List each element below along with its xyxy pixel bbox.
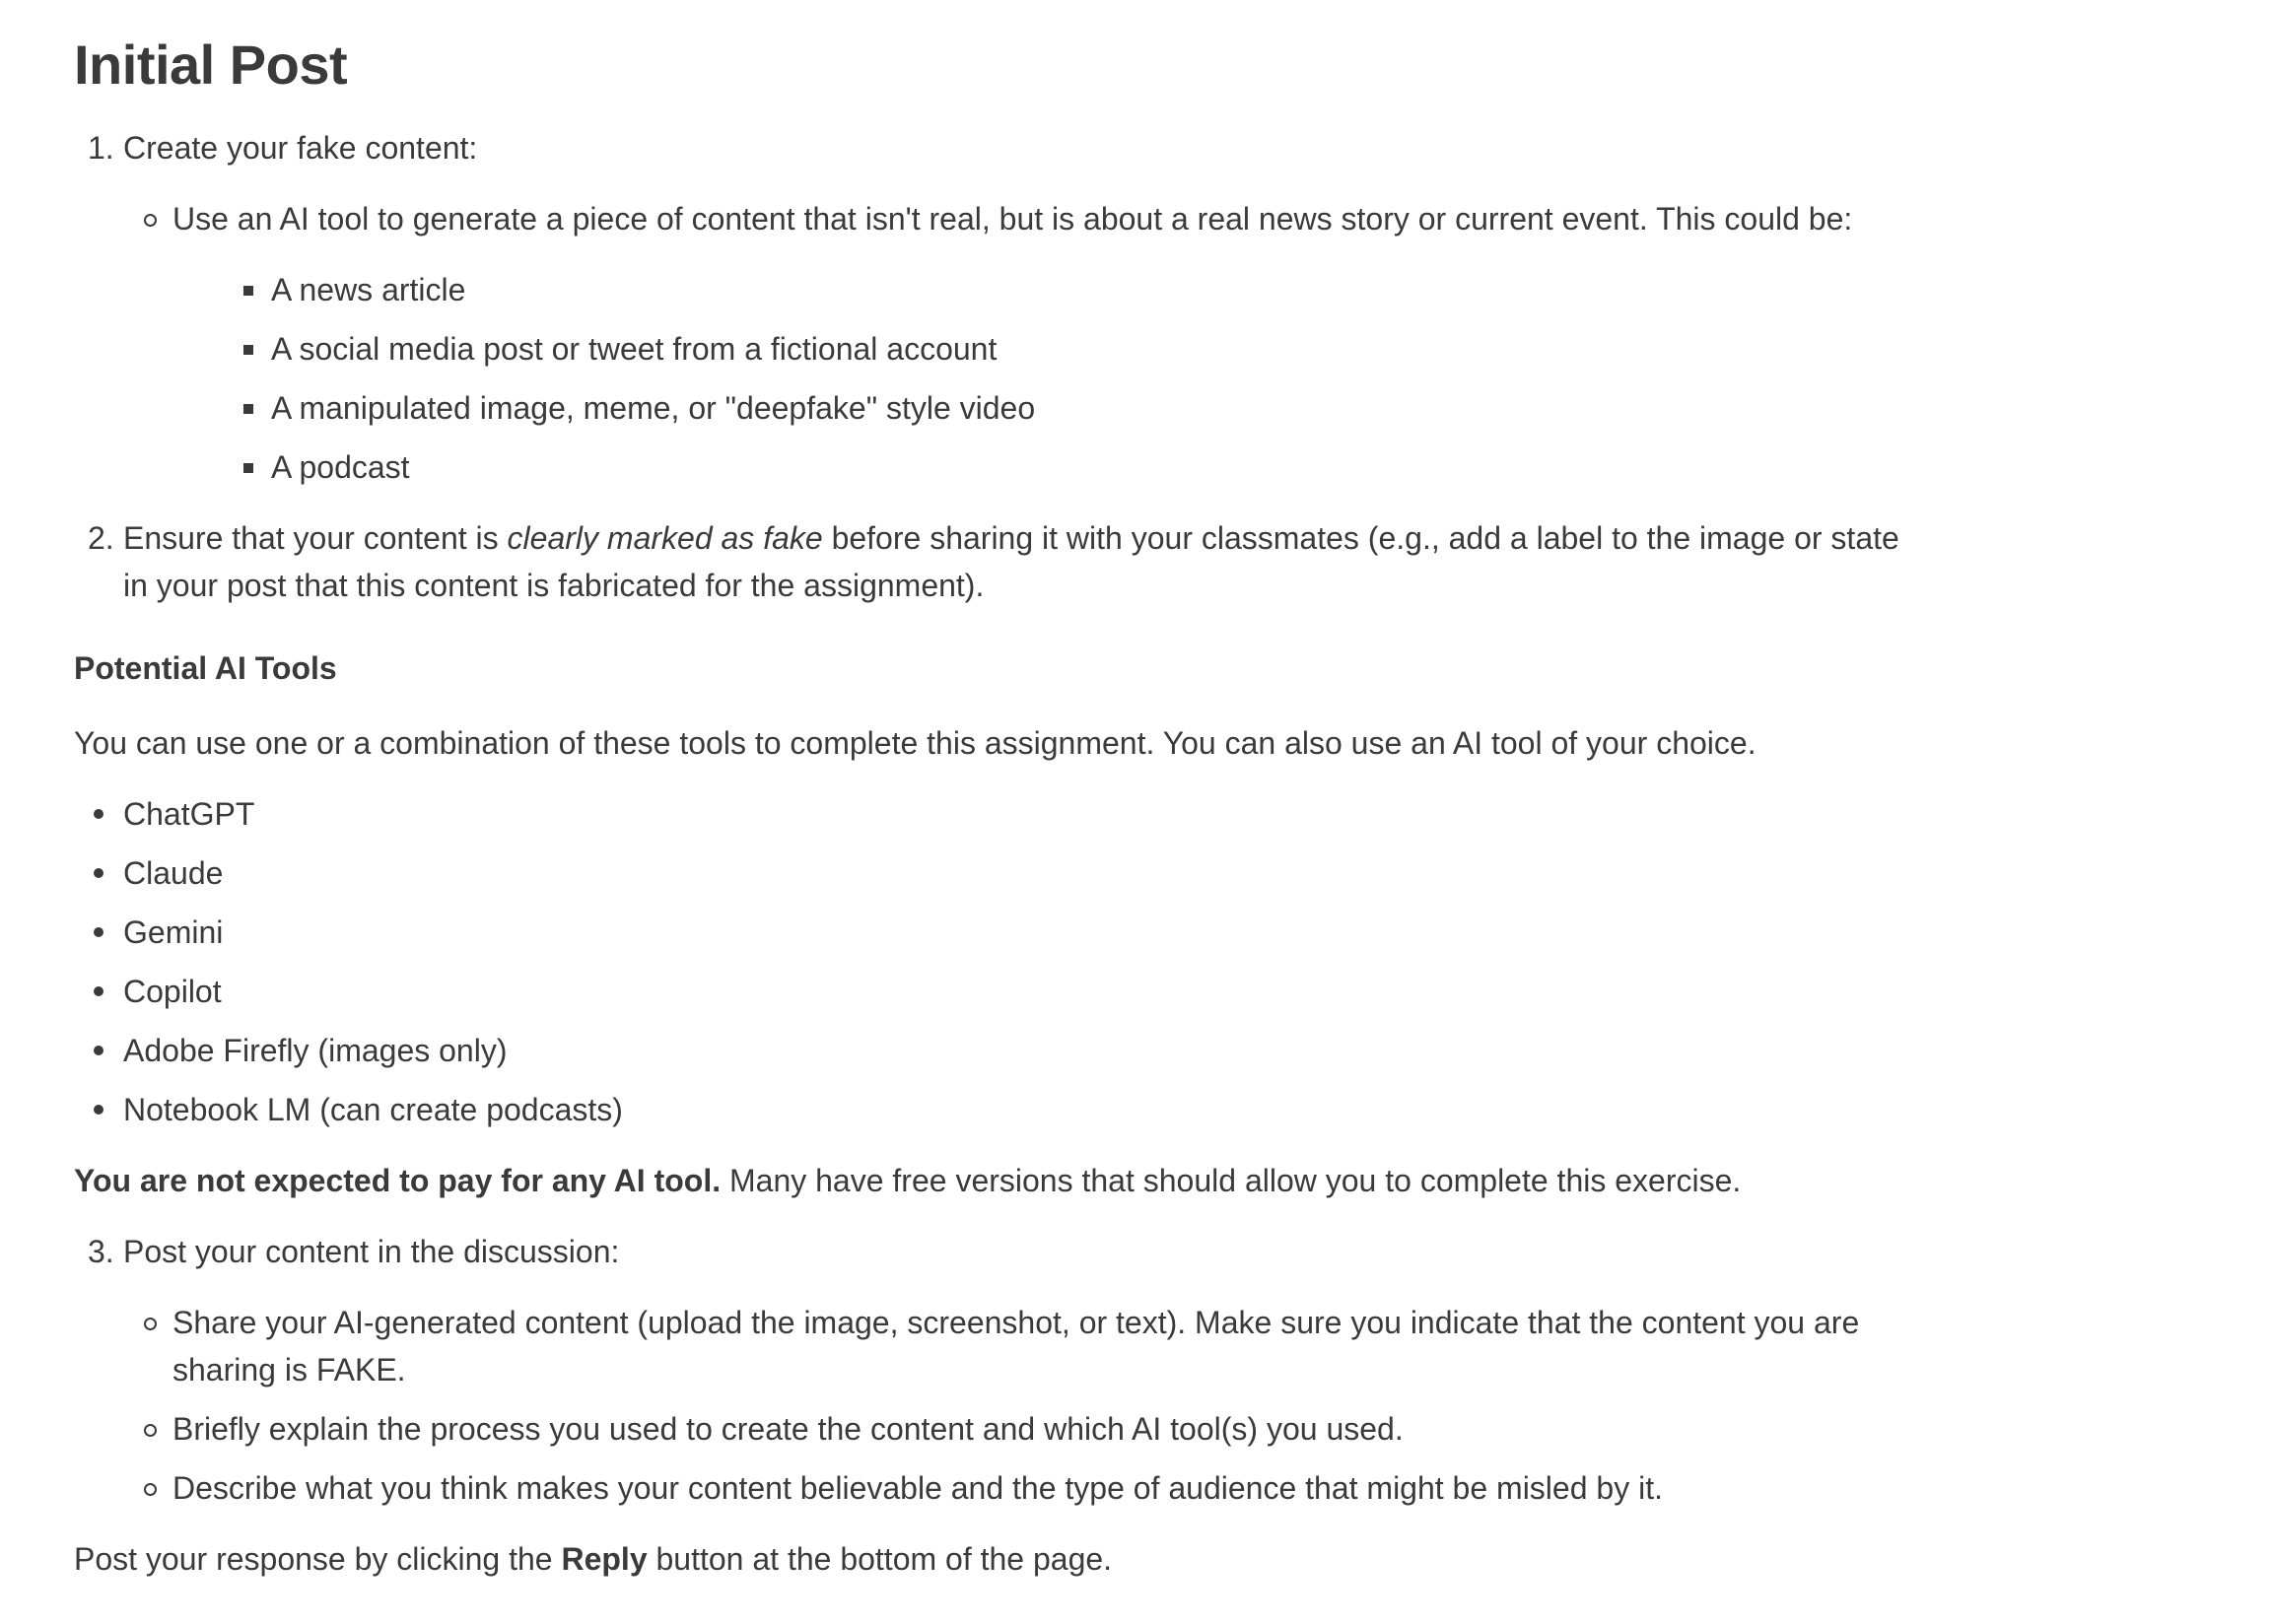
tool-name: Notebook LM (can create podcasts) (123, 1092, 623, 1127)
circle-bullet-icon (144, 1424, 157, 1437)
sub-item-text: Use an AI tool to generate a piece of content that isn't real, but is about a real news story or current event. This could be: (172, 201, 1853, 237)
square-bullet-icon (243, 404, 253, 414)
sub-item-text: Briefly explain the process you used to create the content and which AI tool(s) you used. (172, 1411, 1404, 1447)
step-number: 3. (88, 1234, 114, 1269)
closing-after: button at the bottom of the page. (647, 1541, 1113, 1577)
tool-item (74, 909, 1927, 956)
tool-item (74, 790, 1927, 838)
tools-list (74, 790, 1927, 1133)
sub-item (74, 1405, 1927, 1453)
step-3 (74, 1228, 1927, 1512)
tool-name: Gemini (123, 914, 224, 950)
tool-item (74, 1027, 1927, 1074)
example-text: A manipulated image, meme, or "deepfake" style video (271, 390, 1036, 426)
payment-note (74, 1157, 1927, 1204)
closing-instruction (74, 1535, 1927, 1583)
square-bullet-icon (243, 345, 253, 355)
example-item (123, 443, 1927, 491)
tool-item (74, 968, 1927, 1015)
circle-bullet-icon (144, 214, 157, 227)
disc-bullet-icon (94, 868, 103, 878)
square-bullet-icon (243, 463, 253, 473)
step-text-after: before sharing it with your classmates (e.g., add a label to the image or state in your post that this content is fabricated for the assignment). (123, 520, 1899, 603)
step-2 (74, 514, 1927, 609)
circle-bullet-icon (144, 1318, 157, 1330)
example-item (123, 384, 1927, 432)
square-bullet-icon (243, 286, 253, 296)
sub-item (74, 1464, 1927, 1512)
payment-note-rest: Many have free versions that should allow you to complete this exercise. (721, 1163, 1742, 1198)
tools-intro: You can use one or a combination of these tools to complete this assignment. You can also use an AI tool of your choice. (74, 725, 1756, 761)
sub-item-text: Share your AI-generated content (upload the image, screenshot, or text). Make sure you indicate that the content you are sharing is FAKE. (172, 1305, 1860, 1387)
tool-item (74, 1086, 1927, 1133)
closing-before: Post your response by clicking the (74, 1541, 562, 1577)
disc-bullet-icon (94, 1046, 103, 1055)
sub-item (74, 1299, 1927, 1393)
example-item (123, 325, 1927, 372)
example-text: A podcast (271, 449, 410, 485)
page-title: Initial Post (74, 34, 348, 96)
step-text-before: Ensure that your content is (123, 520, 508, 556)
step-text-emphasis: clearly marked as fake (507, 520, 823, 556)
tool-name: Claude (123, 855, 224, 891)
disc-bullet-icon (94, 986, 103, 996)
payment-note-bold: You are not expected to pay for any AI tool. (74, 1163, 722, 1198)
disc-bullet-icon (94, 927, 103, 937)
tool-name: Adobe Firefly (images only) (123, 1033, 508, 1068)
step-text: Post your content in the discussion: (123, 1234, 620, 1269)
example-item (123, 266, 1927, 313)
post-content (74, 30, 1927, 1583)
step-number: 1. (88, 130, 114, 166)
disc-bullet-icon (94, 1105, 103, 1115)
tool-name: Copilot (123, 974, 222, 1009)
example-text: A social media post or tweet from a fictional account (271, 331, 998, 367)
step-3-sublist (123, 1299, 1927, 1512)
section-heading-ai-tools: Potential AI Tools (74, 650, 337, 686)
disc-bullet-icon (94, 809, 103, 819)
sub-item (74, 195, 1927, 491)
step-text: Create your fake content: (123, 130, 478, 166)
step-1 (74, 124, 1927, 491)
tool-item (74, 849, 1927, 897)
example-text: A news article (271, 272, 466, 307)
reply-label: Reply (561, 1541, 648, 1577)
examples-list (123, 266, 1927, 491)
steps-list-1 (74, 124, 1927, 609)
tool-name: ChatGPT (123, 796, 255, 832)
sub-item-text: Describe what you think makes your content believable and the type of audience that might be misled by it. (172, 1470, 1663, 1506)
step-number: 2. (88, 520, 114, 556)
step-1-sublist (123, 195, 1927, 491)
circle-bullet-icon (144, 1483, 157, 1496)
steps-list-2 (74, 1228, 1927, 1512)
